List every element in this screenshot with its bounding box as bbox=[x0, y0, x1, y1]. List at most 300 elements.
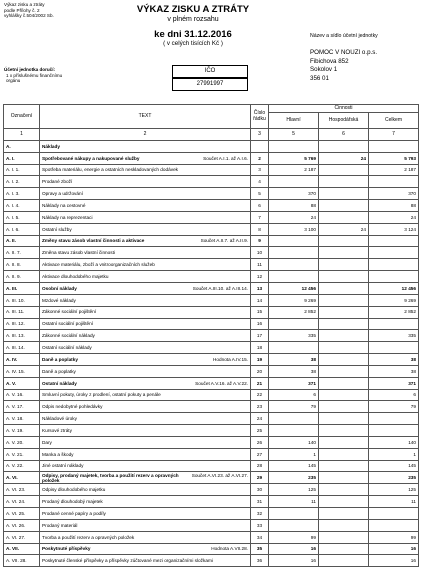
row-hospodarska bbox=[319, 354, 369, 366]
table-row bbox=[4, 413, 419, 425]
row-hlavni: 5 769 bbox=[269, 152, 319, 164]
table-number-row bbox=[4, 129, 419, 141]
row-text-label: Spotřeba materiálu, energie a ostatních neskladovaných dodávek bbox=[42, 167, 179, 173]
row-hospodarska bbox=[319, 211, 369, 223]
row-hlavni: 2 852 bbox=[269, 306, 319, 318]
row-text bbox=[40, 543, 251, 555]
row-text-label: Ostatní sociální pojištění bbox=[42, 321, 94, 327]
row-hlavni bbox=[269, 247, 319, 259]
row-hospodarska bbox=[319, 235, 369, 247]
row-number: 28 bbox=[251, 460, 269, 472]
row-text bbox=[40, 211, 251, 223]
row-celkem bbox=[369, 271, 419, 283]
row-hlavni: 235 bbox=[269, 472, 319, 484]
row-hospodarska bbox=[319, 555, 369, 567]
row-number: 11 bbox=[251, 259, 269, 271]
row-number: 6 bbox=[251, 200, 269, 212]
row-text-label: Mzdové náklady bbox=[42, 297, 76, 303]
table-row bbox=[4, 176, 419, 188]
row-number: 19 bbox=[251, 354, 269, 366]
row-hospodarska bbox=[319, 318, 369, 330]
row-text bbox=[40, 235, 251, 247]
row-text bbox=[40, 164, 251, 176]
row-sum-formula: Součet A.II.7. až A.II.9. bbox=[200, 238, 248, 244]
table-row bbox=[4, 377, 419, 389]
row-text bbox=[40, 247, 251, 259]
row-code: A. V. 21. bbox=[4, 448, 40, 460]
row-hlavni: 79 bbox=[269, 401, 319, 413]
row-hlavni: 140 bbox=[269, 436, 319, 448]
row-code: A. II. bbox=[4, 235, 40, 247]
row-text bbox=[40, 401, 251, 413]
row-text bbox=[40, 140, 251, 152]
row-text-label: Opravy a udržování bbox=[42, 191, 83, 197]
organization-street: Fibichova 852 bbox=[310, 57, 349, 65]
row-code: A. VI. bbox=[4, 472, 40, 484]
row-sum-formula: Součet A.V.16. až A.V.22. bbox=[195, 380, 248, 386]
profit-loss-table bbox=[3, 104, 419, 567]
table-row bbox=[4, 164, 419, 176]
delivery-note-text: 1 x příslušnému finančnímu orgánu bbox=[6, 72, 63, 84]
row-text bbox=[40, 496, 251, 508]
row-hospodarska bbox=[319, 448, 369, 460]
col-number-7: 7 bbox=[369, 129, 419, 141]
row-number: 5 bbox=[251, 188, 269, 200]
row-text bbox=[40, 425, 251, 437]
row-code: A. I. 4. bbox=[4, 200, 40, 212]
row-code: A. V. 18. bbox=[4, 413, 40, 425]
organization-city: Sokolov 1 bbox=[310, 66, 338, 73]
table-row bbox=[4, 282, 419, 294]
row-text-label: Manka a škody bbox=[42, 451, 74, 457]
table-row bbox=[4, 436, 419, 448]
row-celkem: 1 bbox=[369, 448, 419, 460]
row-number: 18 bbox=[251, 342, 269, 354]
organization-name: POMOC V NOUZI o.p.s. bbox=[310, 49, 378, 56]
row-text bbox=[40, 389, 251, 401]
row-text-label: Osobní náklady bbox=[42, 285, 77, 291]
row-celkem bbox=[369, 425, 419, 437]
row-celkem: 38 bbox=[369, 365, 419, 377]
row-text-label: Daně a poplatky bbox=[42, 356, 78, 362]
row-text-label: Aktivace materiálu, zboží a vnitroorganizačních služeb bbox=[42, 262, 155, 268]
row-hospodarska: 24 bbox=[319, 152, 369, 164]
row-celkem bbox=[369, 508, 419, 520]
row-celkem: 12 456 bbox=[369, 282, 419, 294]
form-note-line-1: Výkaz zisku a ztráty bbox=[4, 2, 45, 7]
row-celkem bbox=[369, 176, 419, 188]
row-hlavni: 371 bbox=[269, 377, 319, 389]
row-hlavni: 38 bbox=[269, 365, 319, 377]
row-number: 24 bbox=[251, 413, 269, 425]
row-number: 3 bbox=[251, 164, 269, 176]
row-celkem: 2 852 bbox=[369, 306, 419, 318]
report-title-block bbox=[118, 4, 268, 47]
row-text bbox=[40, 318, 251, 330]
form-note-line-2: podle Přílohy č. 2 bbox=[4, 7, 40, 13]
row-code: A. I. 2. bbox=[4, 176, 40, 188]
table-row bbox=[4, 188, 419, 200]
report-date: ke dni 31.12.2016 bbox=[154, 29, 232, 40]
row-hlavni: 11 bbox=[269, 496, 319, 508]
row-hospodarska bbox=[319, 365, 369, 377]
header-oznaceni: Označení bbox=[4, 105, 40, 129]
row-number: 29 bbox=[251, 472, 269, 484]
row-celkem bbox=[369, 235, 419, 247]
row-text bbox=[40, 519, 251, 531]
row-number: 2 bbox=[251, 152, 269, 164]
row-text bbox=[40, 176, 251, 188]
row-hospodarska bbox=[319, 200, 369, 212]
row-hlavni: 335 bbox=[269, 330, 319, 342]
row-celkem bbox=[369, 519, 419, 531]
row-text bbox=[40, 413, 251, 425]
row-code: A. III. 11. bbox=[4, 306, 40, 318]
row-hospodarska bbox=[319, 176, 369, 188]
table-header-row bbox=[4, 105, 419, 113]
row-number: 27 bbox=[251, 448, 269, 460]
row-text-label: Zákonné sociální náklady bbox=[42, 333, 95, 339]
row-text bbox=[40, 448, 251, 460]
row-number: 23 bbox=[251, 401, 269, 413]
row-number: 36 bbox=[251, 555, 269, 567]
row-hlavni bbox=[269, 508, 319, 520]
row-code: A. bbox=[4, 140, 40, 152]
row-text bbox=[40, 436, 251, 448]
table-row bbox=[4, 460, 419, 472]
row-hospodarska bbox=[319, 496, 369, 508]
row-hospodarska bbox=[319, 259, 369, 271]
row-number: 7 bbox=[251, 211, 269, 223]
table-row bbox=[4, 555, 419, 567]
row-text-label: Poskytnuté členské příspěvky a příspěvky zúčtované mezi organizačními složkami bbox=[42, 558, 213, 564]
row-celkem bbox=[369, 413, 419, 425]
row-hospodarska bbox=[319, 389, 369, 401]
col-number-2: 2 bbox=[40, 129, 251, 141]
report-subtitle: v plném rozsahu bbox=[167, 16, 219, 23]
col-number-5: 5 bbox=[269, 129, 319, 141]
row-text bbox=[40, 188, 251, 200]
row-code: A. I. 5. bbox=[4, 211, 40, 223]
row-hlavni: 3 100 bbox=[269, 223, 319, 235]
row-sum-formula: Součet A.III.10. až A.III.14. bbox=[192, 285, 248, 291]
row-celkem: 24 bbox=[369, 211, 419, 223]
row-sum-formula: Součet A.I.1. až A.I.6. bbox=[203, 155, 248, 161]
row-celkem: 38 bbox=[369, 354, 419, 366]
row-hospodarska bbox=[319, 413, 369, 425]
row-number bbox=[251, 140, 269, 152]
row-hospodarska bbox=[319, 294, 369, 306]
row-number: 34 bbox=[251, 531, 269, 543]
row-text-label: Smluvní pokuty, úroky z prodlení, ostatní pokuty a penále bbox=[42, 392, 161, 398]
row-text-label: Odpisy, prodaný majetek, tvorba a použití rezerv a opravných položek bbox=[42, 472, 179, 483]
row-text bbox=[40, 472, 251, 484]
row-text bbox=[40, 306, 251, 318]
row-text bbox=[40, 223, 251, 235]
row-number: 25 bbox=[251, 425, 269, 437]
row-code: A. III. 10. bbox=[4, 294, 40, 306]
row-text-label: Změna stavu zásob vlastní činnosti bbox=[42, 250, 115, 256]
row-code: A. III. bbox=[4, 282, 40, 294]
row-text bbox=[40, 531, 251, 543]
row-hlavni bbox=[269, 259, 319, 271]
row-hospodarska bbox=[319, 140, 369, 152]
row-number: 12 bbox=[251, 271, 269, 283]
row-hlavni bbox=[269, 342, 319, 354]
row-hospodarska: 24 bbox=[319, 223, 369, 235]
row-number: 15 bbox=[251, 306, 269, 318]
table-row bbox=[4, 519, 419, 531]
table-row bbox=[4, 152, 419, 164]
table-row bbox=[4, 354, 419, 366]
row-hlavni: 370 bbox=[269, 188, 319, 200]
ico-label: IČO bbox=[204, 68, 216, 74]
ico-label-box bbox=[172, 65, 248, 78]
row-hlavni: 38 bbox=[269, 354, 319, 366]
row-number: 35 bbox=[251, 543, 269, 555]
row-hlavni bbox=[269, 235, 319, 247]
delivery-note-title: Účetní jednotka doručí: bbox=[4, 67, 56, 72]
row-number: 9 bbox=[251, 235, 269, 247]
header-celkem: Celkem bbox=[369, 113, 419, 129]
row-text-label: Spotřebované nákupy a nakupované služby bbox=[42, 155, 140, 161]
row-number: 8 bbox=[251, 223, 269, 235]
row-hospodarska bbox=[319, 282, 369, 294]
row-number: 31 bbox=[251, 496, 269, 508]
row-text-label: Odpis nedobytné pohledávky bbox=[42, 404, 103, 410]
row-code: A. V. 20. bbox=[4, 436, 40, 448]
row-text-label: Náklady bbox=[42, 143, 60, 149]
table-row bbox=[4, 211, 419, 223]
row-celkem: 99 bbox=[369, 531, 419, 543]
table-row bbox=[4, 543, 419, 555]
row-number: 20 bbox=[251, 365, 269, 377]
row-text bbox=[40, 200, 251, 212]
row-text-label: Poskytnuté příspěvky bbox=[42, 546, 91, 552]
row-code: A. I. bbox=[4, 152, 40, 164]
row-code: A. IV. bbox=[4, 354, 40, 366]
table-row bbox=[4, 342, 419, 354]
table-row bbox=[4, 448, 419, 460]
row-celkem: 88 bbox=[369, 200, 419, 212]
ico-value-box bbox=[172, 78, 248, 91]
row-text-label: Prodaný materiál bbox=[42, 522, 78, 528]
row-celkem: 79 bbox=[369, 401, 419, 413]
row-code: A. VI. 26. bbox=[4, 519, 40, 531]
table-row bbox=[4, 235, 419, 247]
row-text bbox=[40, 330, 251, 342]
row-text bbox=[40, 152, 251, 164]
row-celkem: 235 bbox=[369, 472, 419, 484]
table-row bbox=[4, 330, 419, 342]
row-text-label: Odpisy dlouhodobého majetku bbox=[42, 487, 106, 493]
row-celkem: 125 bbox=[369, 484, 419, 496]
row-text-label: Ostatní služby bbox=[42, 226, 72, 232]
row-text bbox=[40, 294, 251, 306]
row-hlavni bbox=[269, 140, 319, 152]
row-hlavni: 99 bbox=[269, 531, 319, 543]
row-hlavni: 1 bbox=[269, 448, 319, 460]
row-text bbox=[40, 259, 251, 271]
row-code: A. III. 13. bbox=[4, 330, 40, 342]
row-hospodarska bbox=[319, 472, 369, 484]
row-hospodarska bbox=[319, 460, 369, 472]
row-sum-formula: Součet A.VI.23. až A.VI.27. bbox=[191, 472, 248, 478]
row-hlavni bbox=[269, 519, 319, 531]
header-hlavni: Hlavní bbox=[269, 113, 319, 129]
row-hospodarska bbox=[319, 377, 369, 389]
table-row bbox=[4, 200, 419, 212]
organization-label: Název a sídlo účetní jednotky bbox=[310, 33, 378, 39]
row-hlavni: 9 269 bbox=[269, 294, 319, 306]
row-hlavni bbox=[269, 176, 319, 188]
row-number: 17 bbox=[251, 330, 269, 342]
row-hospodarska bbox=[319, 271, 369, 283]
row-hospodarska bbox=[319, 164, 369, 176]
row-code: A. III. 14. bbox=[4, 342, 40, 354]
row-celkem: 9 269 bbox=[369, 294, 419, 306]
row-hospodarska bbox=[319, 425, 369, 437]
row-celkem: 16 bbox=[369, 555, 419, 567]
row-hlavni: 16 bbox=[269, 555, 319, 567]
row-number: 4 bbox=[251, 176, 269, 188]
row-celkem bbox=[369, 259, 419, 271]
table-row bbox=[4, 259, 419, 271]
row-number: 33 bbox=[251, 519, 269, 531]
row-text bbox=[40, 460, 251, 472]
row-code: A. V. 19. bbox=[4, 425, 40, 437]
row-hospodarska bbox=[319, 247, 369, 259]
row-celkem bbox=[369, 342, 419, 354]
row-code: A. VI. 27. bbox=[4, 531, 40, 543]
row-number: 13 bbox=[251, 282, 269, 294]
row-text bbox=[40, 365, 251, 377]
row-text bbox=[40, 377, 251, 389]
col-number-6: 6 bbox=[319, 129, 369, 141]
row-celkem: 5 793 bbox=[369, 152, 419, 164]
row-number: 30 bbox=[251, 484, 269, 496]
row-code: A. V. 16. bbox=[4, 389, 40, 401]
row-hlavni bbox=[269, 318, 319, 330]
row-code: A. VI. 23. bbox=[4, 484, 40, 496]
row-code: A. VII. bbox=[4, 543, 40, 555]
row-celkem: 6 bbox=[369, 389, 419, 401]
row-number: 10 bbox=[251, 247, 269, 259]
row-hospodarska bbox=[319, 306, 369, 318]
col-number-3: 3 bbox=[251, 129, 269, 141]
row-hospodarska bbox=[319, 543, 369, 555]
row-text bbox=[40, 484, 251, 496]
row-text-label: Jiné ostatní náklady bbox=[42, 463, 84, 469]
row-text bbox=[40, 282, 251, 294]
row-hospodarska bbox=[319, 330, 369, 342]
table-row bbox=[4, 140, 419, 152]
row-text-label: Prodané cenné papíry a podíly bbox=[42, 510, 106, 516]
row-number: 14 bbox=[251, 294, 269, 306]
row-text-label: Aktivace dlouhodobého majetku bbox=[42, 273, 109, 279]
row-hlavni: 16 bbox=[269, 543, 319, 555]
row-code: A. I. 1. bbox=[4, 164, 40, 176]
row-hlavni bbox=[269, 413, 319, 425]
row-hospodarska bbox=[319, 188, 369, 200]
row-hospodarska bbox=[319, 401, 369, 413]
row-hlavni bbox=[269, 271, 319, 283]
organization-block bbox=[310, 33, 420, 83]
table-row bbox=[4, 425, 419, 437]
table-row bbox=[4, 271, 419, 283]
row-hlavni: 2 187 bbox=[269, 164, 319, 176]
row-celkem: 335 bbox=[369, 330, 419, 342]
row-code: A. V. 17. bbox=[4, 401, 40, 413]
row-text bbox=[40, 508, 251, 520]
row-code: A. IV. 15. bbox=[4, 365, 40, 377]
table-row bbox=[4, 389, 419, 401]
header-cislo-radku: Číslo řádku bbox=[251, 105, 269, 129]
table-row bbox=[4, 508, 419, 520]
row-text-label: Nákladové úroky bbox=[42, 416, 77, 422]
row-code: A. VI. 25. bbox=[4, 508, 40, 520]
table-row bbox=[4, 496, 419, 508]
table-row bbox=[4, 472, 419, 484]
row-sum-formula: Hodnota A.VII.28. bbox=[211, 546, 248, 552]
row-hospodarska bbox=[319, 531, 369, 543]
table-row bbox=[4, 294, 419, 306]
row-hlavni: 12 456 bbox=[269, 282, 319, 294]
delivery-note bbox=[4, 67, 74, 84]
row-code: A. V. bbox=[4, 377, 40, 389]
row-code: A. VI. 24. bbox=[4, 496, 40, 508]
row-text bbox=[40, 555, 251, 567]
table-row bbox=[4, 484, 419, 496]
row-text-label: Dary bbox=[42, 439, 52, 445]
row-hospodarska bbox=[319, 436, 369, 448]
table-row bbox=[4, 365, 419, 377]
row-celkem: 371 bbox=[369, 377, 419, 389]
row-code: A. V. 22. bbox=[4, 460, 40, 472]
row-code: A. II. 9. bbox=[4, 271, 40, 283]
row-hospodarska bbox=[319, 484, 369, 496]
row-number: 21 bbox=[251, 377, 269, 389]
row-text bbox=[40, 354, 251, 366]
row-celkem: 11 bbox=[369, 496, 419, 508]
report-unit: ( v celých tisících Kč ) bbox=[163, 40, 223, 47]
report-title: VÝKAZ ZISKU A ZTRÁTY bbox=[136, 4, 250, 15]
row-celkem bbox=[369, 140, 419, 152]
row-text bbox=[40, 271, 251, 283]
header-text: TEXT bbox=[40, 105, 251, 129]
row-celkem: 3 124 bbox=[369, 223, 419, 235]
row-hlavni: 6 bbox=[269, 389, 319, 401]
table-row bbox=[4, 247, 419, 259]
header-hospodarska: Hospodářská bbox=[319, 113, 369, 129]
row-text-label: Zákonné sociální pojištění bbox=[42, 309, 97, 315]
row-hlavni: 145 bbox=[269, 460, 319, 472]
row-sum-formula: Hodnota A.IV.15. bbox=[212, 356, 248, 362]
table-row bbox=[4, 531, 419, 543]
ico-value: 27991997 bbox=[196, 81, 224, 87]
row-number: 32 bbox=[251, 508, 269, 520]
row-code: A. III. 12. bbox=[4, 318, 40, 330]
row-text-label: Prodané zboží bbox=[42, 179, 73, 185]
row-text-label: Kursové ztráty bbox=[42, 427, 72, 433]
row-text bbox=[40, 342, 251, 354]
header-cinnosti: Činnosti bbox=[269, 105, 419, 113]
row-text-label: Ostatní náklady bbox=[42, 380, 77, 386]
row-celkem bbox=[369, 318, 419, 330]
row-number: 26 bbox=[251, 436, 269, 448]
row-hospodarska bbox=[319, 508, 369, 520]
row-code: A. II. 7. bbox=[4, 247, 40, 259]
